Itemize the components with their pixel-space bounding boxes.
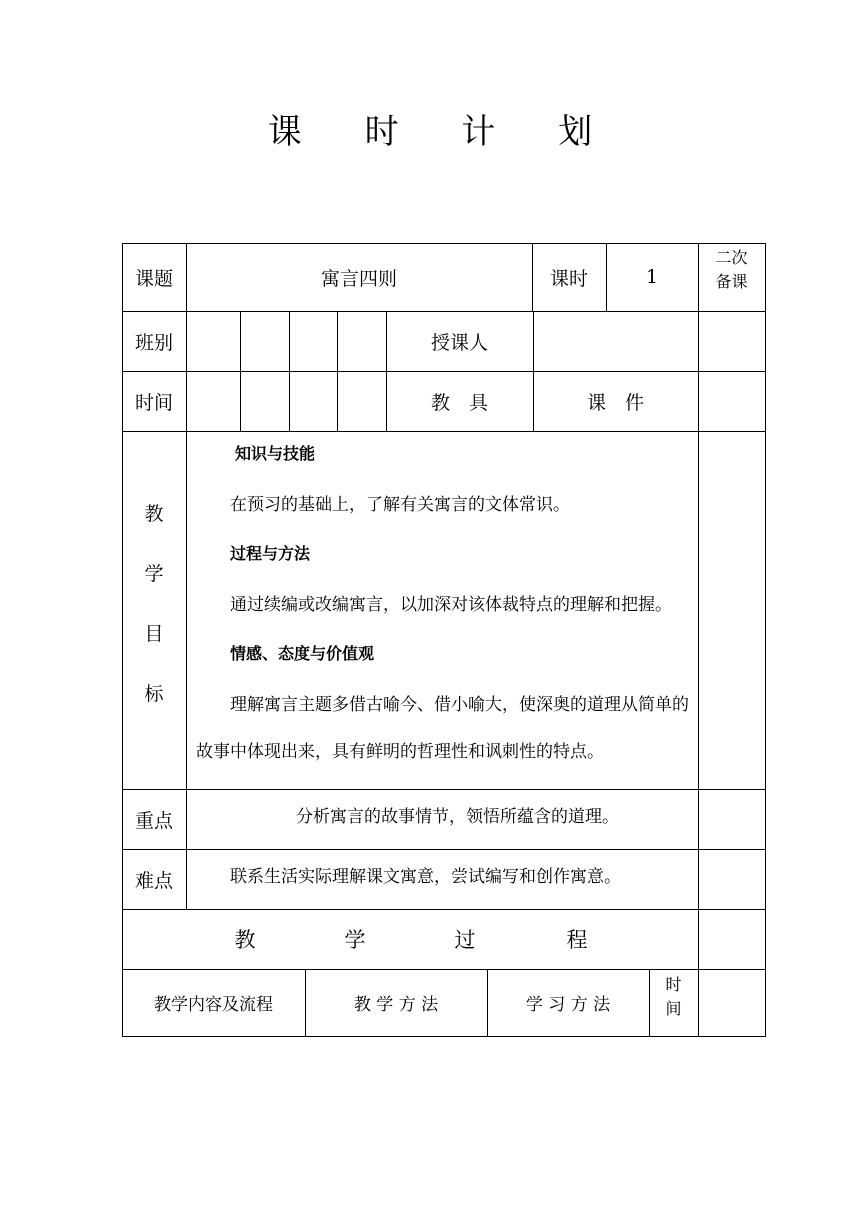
objective-text-emotion-line1: 理解寓言主题多借古喻今、借小喻大，使深奥的道理从简单的 xyxy=(230,695,689,715)
key-point-label: 重点 xyxy=(134,809,173,832)
col-teaching-method: 教 学 方 法 xyxy=(353,995,439,1015)
difficulty-label: 难点 xyxy=(134,869,173,892)
objective-text-emotion-line2: 故事中体现出来，具有鲜明的哲理性和讽刺性的特点。 xyxy=(196,742,604,762)
hours-value: 1 xyxy=(645,266,659,288)
key-point-text: 分析寓言的故事情节，领悟所蕴含的道理。 xyxy=(296,807,619,827)
col-time: 时 间 xyxy=(665,975,682,1018)
objectives-label: 教 学 目 标 xyxy=(144,503,164,705)
objective-text-process: 通过续编或改编寓言，以加深对该体裁特点的理解和把握。 xyxy=(230,595,672,615)
topic-label: 课题 xyxy=(134,267,173,290)
teacher-label: 授课人 xyxy=(430,331,488,354)
objective-heading-emotion: 情感、态度与价值观 xyxy=(230,644,375,663)
objective-text-knowledge: 在预习的基础上，了解有关寓言的文体常识。 xyxy=(230,495,570,515)
secondary-prep-label: 二次 备课 xyxy=(715,248,748,291)
col-content-flow: 教学内容及流程 xyxy=(154,995,273,1015)
col-learning-method: 学 习 方 法 xyxy=(525,995,611,1015)
page-title: 课 时 计 划 xyxy=(267,112,619,152)
hours-label: 课时 xyxy=(549,267,588,290)
objective-heading-process: 过程与方法 xyxy=(230,544,311,563)
difficulty-text: 联系生活实际理解课文寓意，尝试编写和创作寓意。 xyxy=(230,867,621,887)
tools-value: 课 件 xyxy=(586,391,644,414)
tools-label: 教 具 xyxy=(430,391,488,414)
time-label: 时间 xyxy=(134,391,173,414)
topic-value: 寓言四则 xyxy=(320,267,397,290)
class-label: 班别 xyxy=(134,331,173,354)
objective-heading-knowledge: 知识与技能 xyxy=(235,444,316,463)
